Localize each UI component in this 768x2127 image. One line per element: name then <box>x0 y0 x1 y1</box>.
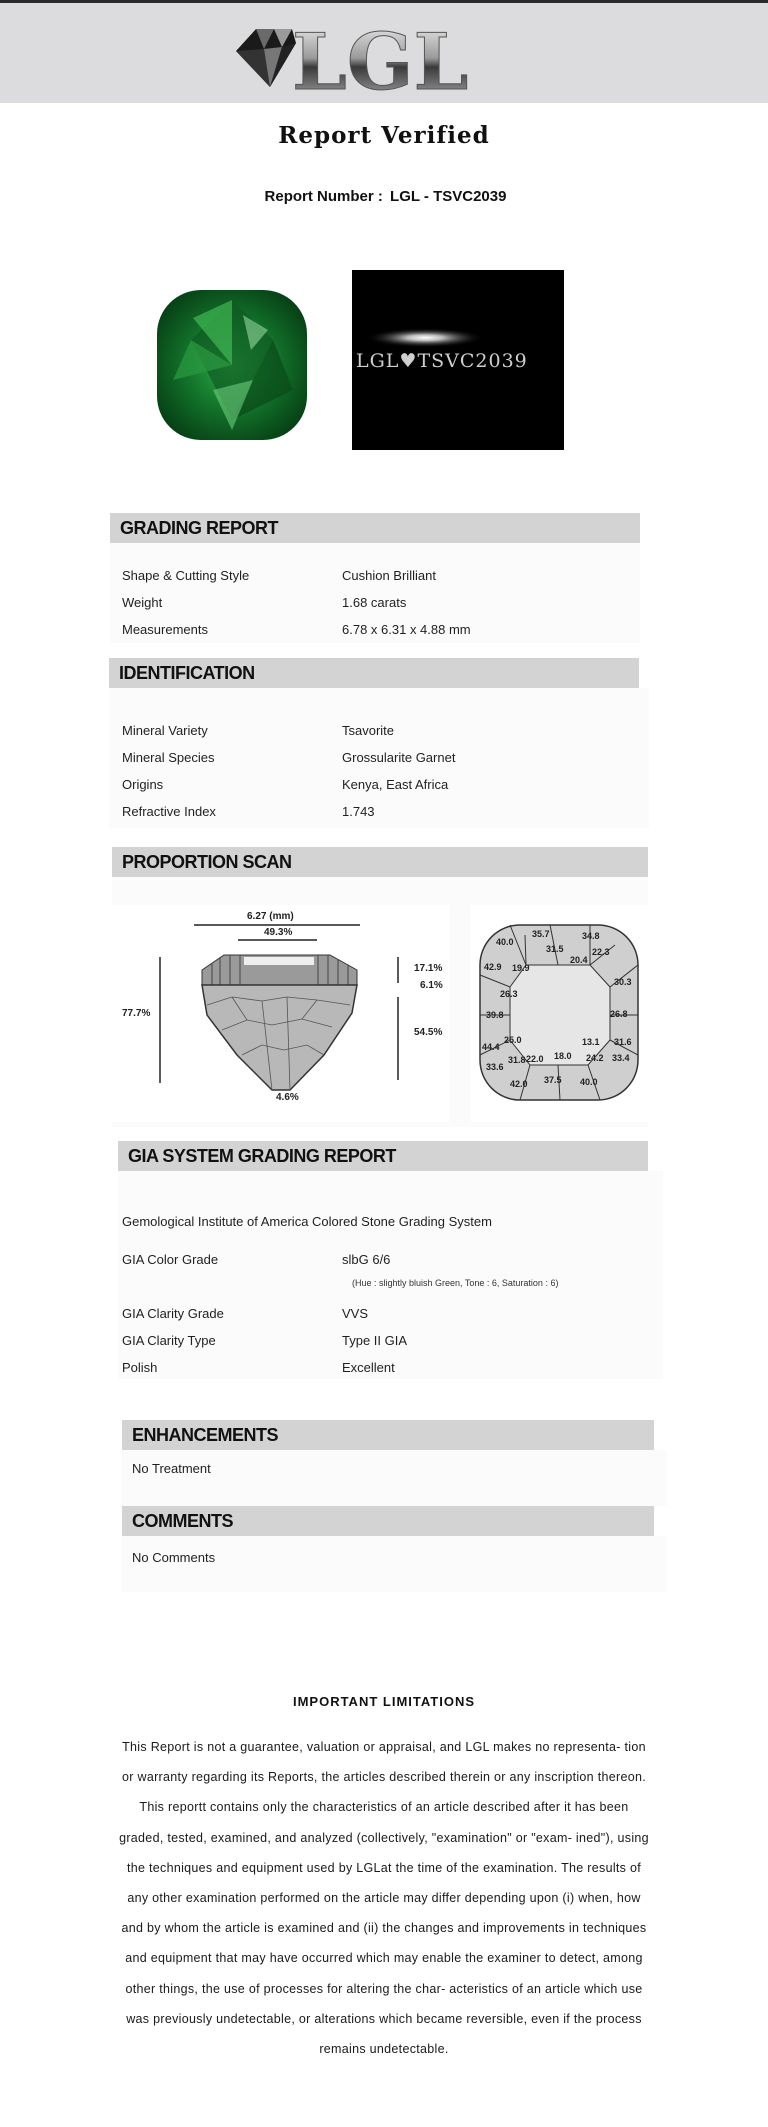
svg-text:25.0: 25.0 <box>504 1035 522 1045</box>
row-label: Weight <box>122 595 163 610</box>
svg-text:35.7: 35.7 <box>532 929 550 939</box>
svg-text:42.0: 42.0 <box>510 1079 528 1089</box>
comments-header <box>122 1506 654 1536</box>
svg-text:54.5%: 54.5% <box>414 1027 443 1038</box>
site-header <box>0 3 768 103</box>
row-value: Kenya, East Africa <box>342 777 449 792</box>
row-label: Polish <box>122 1360 158 1375</box>
enhancements-panel <box>122 1450 667 1506</box>
svg-text:77.7%: 77.7% <box>122 1008 151 1019</box>
svg-text:22.0: 22.0 <box>526 1054 544 1064</box>
row-value: Tsavorite <box>342 723 395 738</box>
svg-text:34.8: 34.8 <box>582 931 600 941</box>
limitations-text: This Report is not a guarantee, valuation or appraisal, and LGL makes no representa- tion or warranty regarding its Reports, the articles described therein or any inscription thereon. This reportt contains only the characteristics of an article described after it has been graded, tested, examined, and analyzed (collectively, "examination" or "exam- ined"), using the techniques and equipment used by LGLat the time of the examination. The results of any other examination performed on the article may differ depending upon (i) when, how and by whom the article is examined and (ii) the changes and improvements in techniques and equipment that may have occurred which may enable the examiner to detect, among other things, the use of processes for altering the char- acteristics of an article which use was previously undetectable, or alterations which became reversible, even if the process remains undetectable. <box>119 1740 649 2057</box>
svg-text:42.9: 42.9 <box>484 962 502 972</box>
comments-value: No Comments <box>132 1550 216 1565</box>
svg-text:31.6: 31.6 <box>614 1037 632 1047</box>
svg-text:31.5: 31.5 <box>546 944 564 954</box>
row-value: Type II GIA <box>342 1333 408 1348</box>
page-title: Report Verified <box>278 122 490 149</box>
row-label: GIA Color Grade <box>122 1252 219 1267</box>
diamond-icon <box>236 29 296 87</box>
svg-text:33.4: 33.4 <box>612 1053 630 1063</box>
row-label: Measurements <box>122 622 208 637</box>
svg-text:13.1: 13.1 <box>582 1037 600 1047</box>
identification-header <box>109 658 639 688</box>
row-value: VVS <box>342 1306 369 1321</box>
svg-text:33.6: 33.6 <box>486 1062 504 1072</box>
enhancements-value: No Treatment <box>132 1461 211 1476</box>
row-value: slbG 6/6 <box>342 1252 391 1267</box>
gia-system-header <box>118 1141 648 1171</box>
svg-text:20.4: 20.4 <box>570 955 588 965</box>
row-value: Cushion Brilliant <box>342 568 436 583</box>
svg-text:26.3: 26.3 <box>500 989 518 999</box>
svg-text:17.1%: 17.1% <box>414 963 443 974</box>
svg-text:30.3: 30.3 <box>614 977 632 987</box>
comments-title: COMMENTS <box>132 1511 233 1531</box>
row-label: Mineral Variety <box>122 723 208 738</box>
row-label: Gemological Institute of America Colored Stone Grading System <box>122 1214 492 1229</box>
row-label: Refractive Index <box>122 804 216 819</box>
svg-text:6.27 (mm): 6.27 (mm) <box>247 911 294 922</box>
row-label: Shape & Cutting Style <box>122 568 250 583</box>
svg-text:40.0: 40.0 <box>580 1077 598 1087</box>
svg-text:LGL♥TSVC2039: LGL♥TSVC2039 <box>356 350 528 372</box>
color-grade-note: (Hue : slightly bluish Green, Tone : 6, Saturation : 6) <box>352 1278 559 1288</box>
proportion-scan-header <box>112 847 648 877</box>
row-value: Excellent <box>342 1360 395 1375</box>
report-number <box>0 188 768 205</box>
enhancements-title: ENHANCEMENTS <box>132 1425 279 1445</box>
report-number-value: LGL - TSVC2039 <box>390 188 507 205</box>
row-value: Grossularite Garnet <box>342 750 456 765</box>
svg-text:44.4: 44.4 <box>482 1042 500 1052</box>
grading-report-header <box>110 513 640 543</box>
svg-text:49.3%: 49.3% <box>264 927 293 938</box>
lgl-logo[interactable] <box>230 13 490 98</box>
identification-title: IDENTIFICATION <box>119 663 255 683</box>
enhancements-header <box>122 1420 654 1450</box>
top-view-diagram <box>470 905 648 1122</box>
svg-text:4.6%: 4.6% <box>276 1092 299 1103</box>
svg-text:LGL: LGL <box>292 17 469 98</box>
row-value: 1.743 <box>342 804 375 819</box>
svg-text:40.0: 40.0 <box>496 937 514 947</box>
svg-text:26.8: 26.8 <box>610 1009 628 1019</box>
row-label: Mineral Species <box>122 750 215 765</box>
proportion-scan-title: PROPORTION SCAN <box>122 852 292 872</box>
row-label: Origins <box>122 777 164 792</box>
grading-report-title: GRADING REPORT <box>120 518 279 538</box>
svg-text:6.1%: 6.1% <box>420 980 443 991</box>
row-label: GIA Clarity Type <box>122 1333 216 1348</box>
gemstone-photo <box>133 270 327 460</box>
row-value: 1.68 carats <box>342 595 407 610</box>
svg-text:37.5: 37.5 <box>544 1075 562 1085</box>
limitations-heading: IMPORTANT LIMITATIONS <box>292 1694 476 1709</box>
svg-text:22.3: 22.3 <box>592 947 610 957</box>
row-label: GIA Clarity Grade <box>122 1306 224 1321</box>
report-number-label: Report Number : <box>264 188 383 205</box>
row-value: 6.78 x 6.31 x 4.88 mm <box>342 622 471 637</box>
svg-text:18.0: 18.0 <box>554 1051 572 1061</box>
svg-text:39.8: 39.8 <box>486 1010 504 1020</box>
inscription-photo <box>352 270 564 450</box>
profile-diagram <box>112 905 450 1122</box>
svg-text:31.8: 31.8 <box>508 1055 526 1065</box>
gia-system-title: GIA SYSTEM GRADING REPORT <box>128 1146 396 1166</box>
svg-text:19.9: 19.9 <box>512 963 530 973</box>
svg-text:24.2: 24.2 <box>586 1053 604 1063</box>
